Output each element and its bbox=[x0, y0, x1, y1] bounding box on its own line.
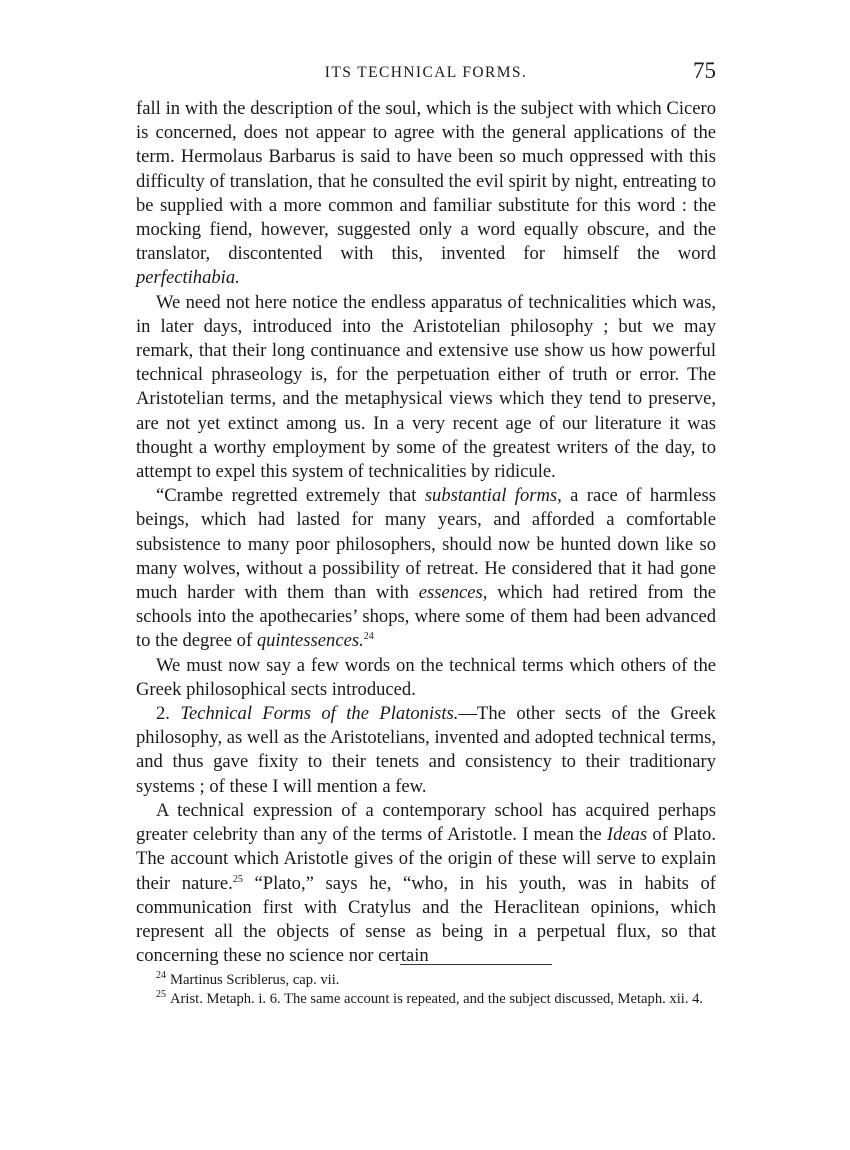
paragraph-1-text: fall in with the description of the soul, which is the subject with which Cicero is concerned, does not appear to agree with the general applications of the term. Hermolaus Barbarus is said to have been so much oppressed with this difficulty of translation, that he consulted the evil spirit by night, entreating to be supplied with a more common and familiar substitute for this word : the mocking fiend, however, suggested only a word equally obscure, and the translator, discontented with this, invented for himself the word bbox=[136, 98, 716, 265]
footnote-text: Arist. Metaph. i. 6. The same account is repeated, and the subject discussed, Metaph. xii. 4. bbox=[170, 991, 704, 1007]
term-substantial-forms: substantial forms, bbox=[424, 485, 562, 507]
footnotes bbox=[136, 971, 716, 1009]
footnote-mark: 25 bbox=[156, 989, 166, 1001]
paragraph-6-text-c: “Plato,” says he, “who, in his youth, was in habits of communication first with Cratylus and the Heraclitean opinions, which represent all the objects of sense as being in a perpetual flux, so that concerning these no science nor certain bbox=[136, 872, 717, 967]
paragraph-6 bbox=[136, 799, 716, 968]
paragraph-3-text-a: “Crambe regretted extremely that bbox=[156, 485, 417, 507]
paragraph-2: We need not here notice the endless apparatus of technicalities which was, in later days, introduced into the Aristotelian philosophy ; but we may remark, that their long continuance and extensive use show us how powerful technical phraseology is, for the perpetuation either of truth or error. The Aristotelian terms, and the metaphysical views which they tend to preserve, are not yet extinct among us. In a very recent age of our literature it was thought a worthy employment by some of the greatest writers of the day, to attempt to expel this system of technicalities by ridicule. bbox=[136, 291, 716, 483]
footnote-ref-25: 25 bbox=[232, 873, 243, 885]
page-header bbox=[136, 58, 716, 92]
footnote-25 bbox=[136, 990, 716, 1009]
paragraph-6-text-b: of Plato. The account which Aristotle gives of the origin of these will serve to explain their nature. bbox=[136, 824, 716, 894]
term-ideas: Ideas bbox=[606, 824, 648, 846]
section-number: 2. bbox=[156, 703, 170, 725]
term-perfectihabia: perfectihabia. bbox=[136, 267, 240, 289]
term-essences: essences, bbox=[418, 582, 488, 604]
paragraph-6-text-a: A technical expression of a contemporary school has acquired perhaps greater celebrity than any of the terms of Aristotle. I mean the bbox=[136, 799, 716, 846]
paragraph-3-quote bbox=[136, 484, 716, 653]
footnote-divider bbox=[400, 964, 552, 965]
footnote-ref-24: 24 bbox=[363, 631, 374, 643]
paragraph-5-section bbox=[136, 702, 716, 799]
running-head: ITS TECHNICAL FORMS. bbox=[324, 64, 528, 81]
term-quintessences: quintessences. bbox=[256, 630, 364, 652]
paragraph-3-text-c: which had retired from the schools into the apothecaries’ shops, where some of them had been advanced to the degree of bbox=[136, 582, 716, 652]
paragraph-4: We must now say a few words on the technical terms which others of the Greek philosophical sects introduced. bbox=[136, 654, 716, 700]
paragraph-3-text-b: a race of harmless beings, which had lasted for many years, and afforded a comfortable subsistence to many poor philosophers, should now be hunted down like so many wolves, without a possibility of retreat. He considered that it had gone much harder with them than with bbox=[136, 485, 716, 604]
paragraph-1 bbox=[136, 97, 716, 291]
paragraph-5-text: —The other sects of the Greek philosophy, as well as the Aristotelians, invented and adopted technical terms, and thus gave fixity to their tenets and consistency to their traditionary systems ; of these I will mention a few. bbox=[136, 703, 716, 797]
footnote-text: Martinus Scriblerus, cap. vii. bbox=[170, 972, 340, 988]
footnote-24 bbox=[136, 971, 716, 990]
section-heading: Technical Forms of the Platonists. bbox=[180, 703, 459, 725]
footnote-mark: 24 bbox=[156, 970, 166, 982]
body-text bbox=[136, 97, 716, 968]
page-number: 75 bbox=[693, 58, 716, 83]
